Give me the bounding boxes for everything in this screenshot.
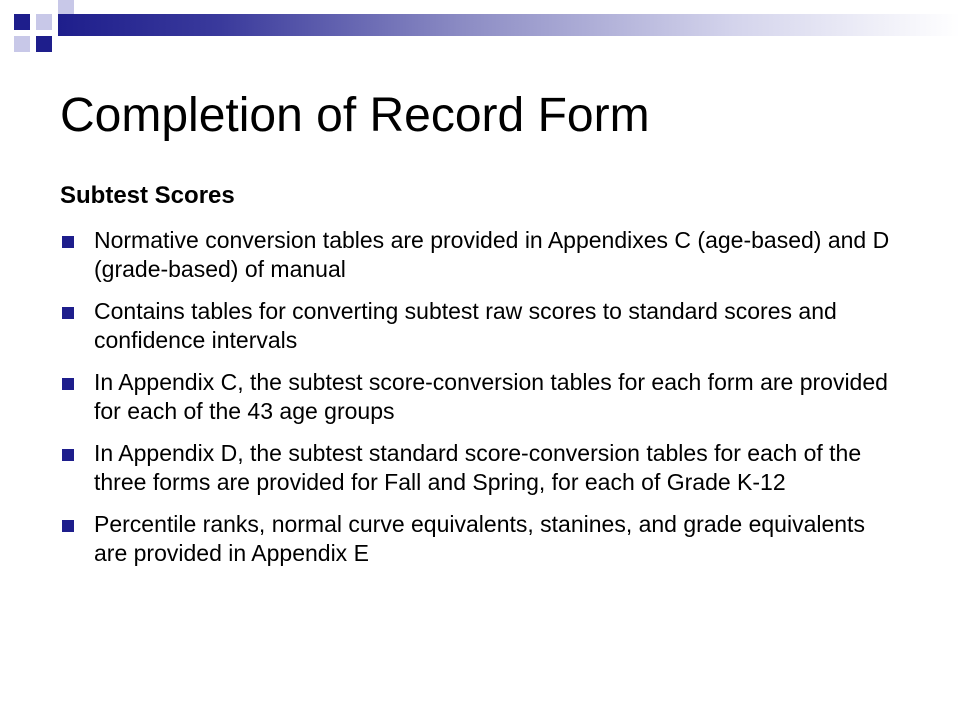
decorative-square	[36, 36, 52, 52]
decorative-square	[58, 0, 74, 14]
bullet-item	[60, 510, 900, 568]
slide-title: Completion of Record Form	[60, 89, 650, 142]
bullet-item	[60, 226, 900, 284]
bullet-list	[60, 226, 900, 581]
bullet-item	[60, 297, 900, 355]
bullet-text: In Appendix D, the subtest standard score-conversion tables for each of the three forms are provided for Fall and Spring, for each of Grade K-12	[94, 440, 862, 495]
bullet-text: Contains tables for converting subtest raw scores to standard scores and confidence intervals	[94, 298, 837, 353]
bullet-text: Percentile ranks, normal curve equivalents, stanines, and grade equivalents are provided in Appendix E	[94, 511, 865, 566]
square-bullet-icon	[62, 378, 74, 390]
header-gradient-bar	[58, 14, 960, 36]
section-subheading: Subtest Scores	[60, 182, 235, 209]
bullet-item	[60, 368, 900, 426]
decorative-square	[14, 36, 30, 52]
bullet-text: Normative conversion tables are provided in Appendixes C (age-based) and D (grade-based) of manual	[94, 227, 890, 282]
square-bullet-icon	[62, 236, 74, 248]
square-bullet-icon	[62, 520, 74, 532]
decorative-square	[0, 0, 14, 14]
decorative-square	[36, 14, 52, 30]
bullet-text: In Appendix C, the subtest score-conversion tables for each form are provided for each of the 43 age groups	[94, 369, 888, 424]
decorative-square	[14, 14, 30, 30]
square-bullet-icon	[62, 449, 74, 461]
bullet-item	[60, 439, 900, 497]
square-bullet-icon	[62, 307, 74, 319]
